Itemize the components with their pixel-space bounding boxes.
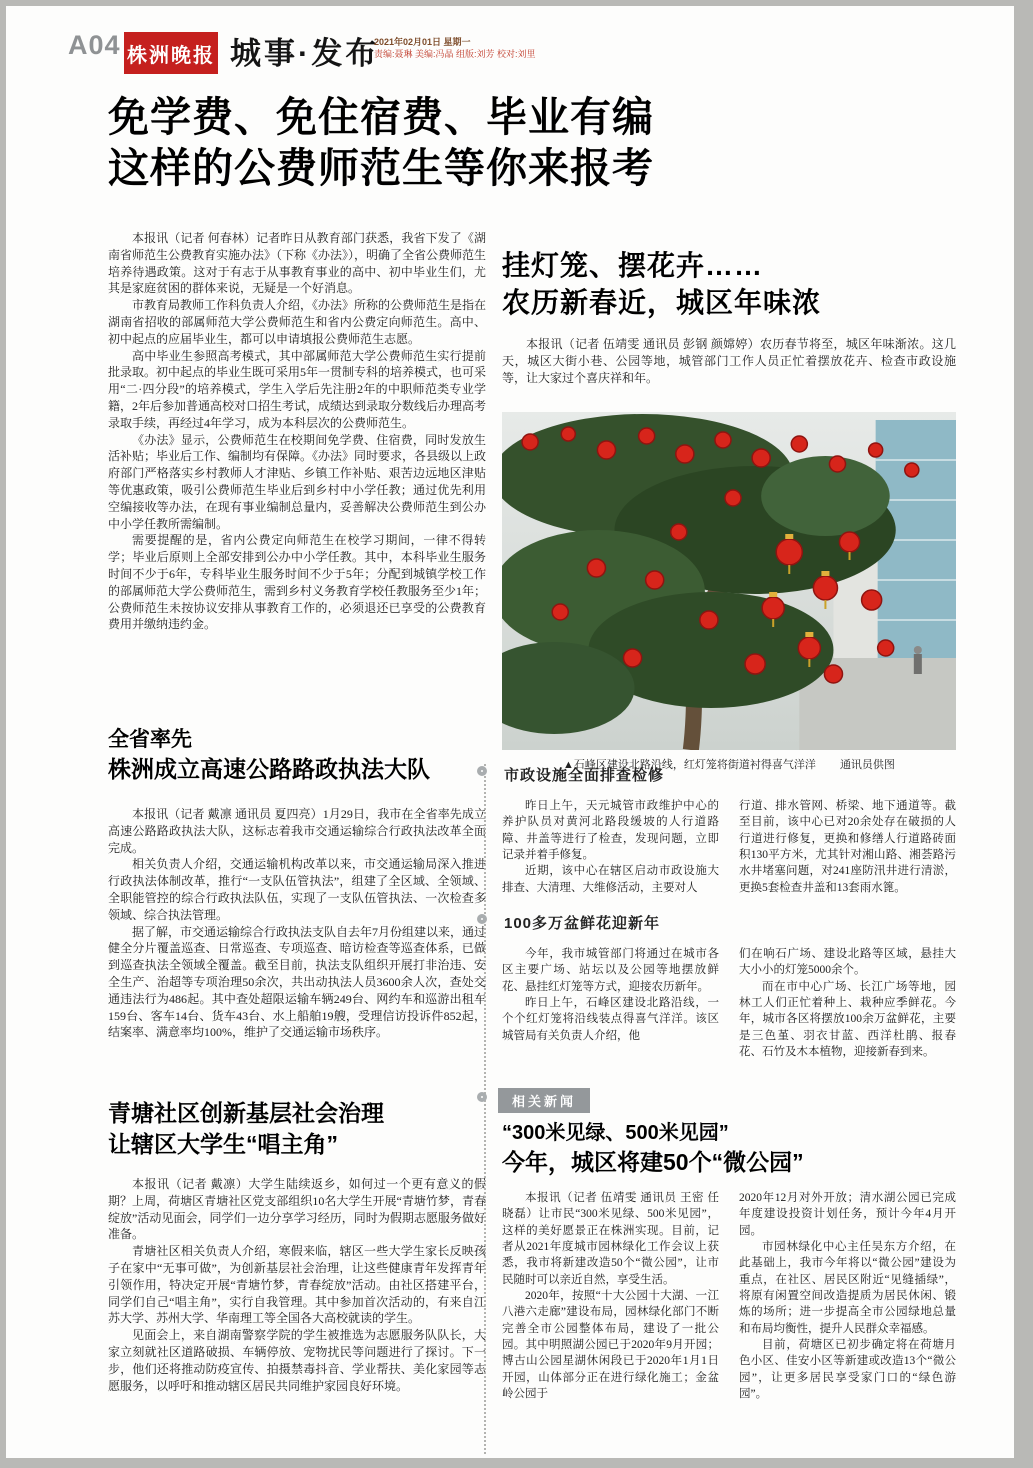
lantern-street-photo (502, 412, 956, 750)
section2-col2 (739, 946, 956, 1086)
article3-paragraph: 见面会上，来自湖南警察学院的学生被推选为志愿服务队队长，大家立刻就社区道路破损、车辆停放、宠物扰民等问题进行了探讨。下一步，他们还将推动防疫宣传、拍摄禁毒抖音、学业帮扶、美化家园等志愿服务，以呼吁和推动辖区居民共同维护家园良好环境。 (108, 1328, 486, 1393)
article3-paragraph: 青塘社区相关负责人介绍，寒假来临，辖区一些大学生家长反映孩子在家中“无事可做”，为创新基层社会治理，让这些健康青年发挥青年引领作用，特决定开展“青塘竹梦，青春绽放”活动。由社区搭建平台，同学们自己“唱主角”，实行自我管理。其中参加首次活动的，有来自江苏大学、苏州大学、华南理工等全国各大高校就读的学生。 (108, 1244, 486, 1326)
lead-headline-line1: 免学费、免住宿费、毕业有编 (108, 94, 654, 140)
article2-paragraph: 本报讯（记者 戴凛 通讯员 夏四亮）1月29日，我市在全省率先成立高速公路路政执法大队，这标志着我市交通运输综合行政执法改革全面完成。 (108, 807, 486, 855)
article2-body (108, 806, 486, 1078)
article2-headline (108, 726, 430, 785)
section1-col1 (502, 798, 719, 910)
caption-credit: 通讯员供图 (839, 759, 895, 771)
related-col1 (502, 1190, 719, 1454)
section2-paragraph: 而在市中心广场、长江广场等地，园林工人们正忙着种上、栽种应季鲜花。今年，城市各区将摆放100余万盆鲜花，主要是三色堇、羽衣甘蓝、西洋杜鹃、报春花、石竹及木本植物，迎接新春到来。 (739, 980, 956, 1058)
right-intro-paragraph: 本报讯（记者 伍靖雯 通讯员 彭钢 颜嫦婷）农历春节将至，城区年味渐浓。这几天，城区大街小巷、公园等地，城管部门工作人员正忙着摆放花卉、检查市政设施等，让大家过个喜庆祥和年。 (502, 337, 956, 385)
related-paragraph: 2020年12月对外开放；清水湖公园已完成年度建设投资计划任务，预计今年4月开园。 (739, 1192, 956, 1237)
section-bullet (477, 914, 487, 924)
related-paragraph: 本报讯（记者 伍靖雯 通讯员 王密 任晓磊）让市民“300米见绿、500米见园”，这样的美好愿景正在株洲实现。目前，记者从2021年度城市园林绿化工作会议上获悉，我市将新建改造50个“微公园”，让市民随时可以亲近自然，享受生活。 (502, 1192, 719, 1286)
lead-paragraph: 需要提醒的是，省内公费定向师范生在校学习期间，一律不得转学；毕业后原则上全部安排到公办中小学任教。其中，本科毕业生服务时间不少于6年，专科毕业生服务时间不少于5年；分配到城镇学校工作的部属师范大学公费师范生，需到乡村义务教育学校任教服务至少1年；公费师范生未按协议安排从事教育工作的，必须退还已享受的公费教育费用并缴纳违约金。 (108, 533, 486, 632)
section1-paragraph: 近期，该中心在辖区启动市政设施大排查、大清理、大维修活动，主要对人 (502, 865, 719, 894)
article2-headline-line2: 株洲成立高速公路路政执法大队 (108, 756, 430, 783)
related-col2 (739, 1190, 956, 1454)
section2-paragraph: 们在响石广场、建设北路等区域，悬挂大大小小的灯笼5000余个。 (739, 948, 956, 977)
lead-headline-line2: 这样的公费师范生等你来报考 (108, 144, 654, 191)
right-article-headline (502, 248, 821, 322)
right-headline-line2: 农历新春近，城区年味浓 (502, 286, 822, 318)
article2-paragraph: 据了解，市交通运输综合行政执法支队自去年7月份组建以来，通过健全分片覆盖巡查、日常巡查、专项巡查、暗访检查等巡查体系，已做到巡查执法全领域全覆盖。截至目前，执法支队组织开展打非治违、安全生产、治超等专项治理50余次，共出动执法人员3600余人次，查处交通违法行为486起。其中查处超限运输车辆249台、网约车和巡游出租车159台、客车14台、货车43台、水上船舶19艘，受理信访投诉件852起，结案率、满意率均100%，维护了交通运输市场秩序。 (108, 924, 486, 1040)
section-title: 城事·发布 (230, 36, 380, 71)
section1-col2 (739, 798, 956, 910)
staff-credit-line: 责编:聂琳 美编:冯晶 组版:刘芳 校对:刘里 (374, 49, 536, 59)
article3-headline-line2: 让辖区大学生“唱主角” (108, 1131, 338, 1158)
related-columns (502, 1190, 956, 1454)
article3-headline (108, 1098, 384, 1160)
related-headline (502, 1120, 804, 1178)
related-paragraph: 2020年，按照“十大公园十大湖、一江八港六走廊”建设布局，园林绿化部门不断完善全市公园整体布局，建设了一批公园。其中明照湖公园已于2020年9月开园；博古山公园星湖休闲段已于2020年1月1日开园，山体部分正在进行绿化施工；金盆岭公园于 (502, 1289, 719, 1400)
lead-paragraph: 市教育局教师工作科负责人介绍，《办法》所称的公费师范生是指在湖南省招收的部属师范大学公费师范生和省内公费定向师范生。高中、初中起点的应届毕业生，都可以申请填报公费师范生志愿。 (108, 298, 486, 346)
lead-paragraph: 《办法》显示，公费师范生在校期间免学费、住宿费，同时发放生活补贴；毕业后工作、编制均有保障。《办法》同时要求，各县级以上政府部门严格落实乡村教师人才津贴、乡镇工作补贴、艰苦边远地区津贴等优惠政策，吸引公费师范生毕业后到乡村中小学任教；通过优先利用空编接收等办法，在现有事业编制总量内，妥善解决公费师范生到公办中小学任教所需编制。 (108, 432, 486, 531)
pedestrian-body (914, 654, 922, 674)
section2-paragraph: 今年，我市城管部门将通过在城市各区主要广场、站坛以及公园等地摆放鲜花、悬挂红灯笼等方式，迎接农历新年。 (502, 948, 719, 993)
article3-body (108, 1176, 486, 1454)
article2-headline-line1: 全省率先 (108, 728, 192, 751)
right-headline-line1: 挂灯笼、摆花卉…… (502, 250, 764, 281)
lead-headline (108, 92, 654, 194)
section2-title: 100多万盆鲜花迎新年 (504, 915, 661, 932)
lead-paragraph: 本报讯（记者 何春林）记者昨日从教育部门获悉，我省下发了《湖南省师范生公费教育实施办法》（下称《办法》），明确了全省公费师范生培养待遇政策。这对于有志于从事教育事业的高中、初中毕业生们，尤其是家庭贫困的群体来说，无疑是一个好消息。 (108, 231, 486, 296)
section2-columns (502, 946, 956, 1086)
article3-paragraph: 本报讯（记者 戴凛）大学生陆续返乡，如何过一个更有意义的假期？上周，荷塘区青塘社区党支部组织10名大学生开展“青塘竹梦，青春绽放”活动见面会，同学们一边分享学习经历，同时为假期志愿服务做好准备。 (108, 1177, 486, 1242)
related-headline-line1: “300米见绿、500米见园” (502, 1122, 729, 1144)
article3-headline-line1: 青塘社区创新基层社会治理 (108, 1100, 384, 1126)
date-line: 2021年02月01日 星期一 (374, 37, 471, 47)
pedestrian (914, 646, 922, 654)
newspaper-page (6, 6, 1014, 1458)
page-number: A04 (68, 30, 121, 60)
newspaper-logo (124, 32, 218, 74)
related-paragraph: 市园林绿化中心主任吴东方介绍，在此基础上，我市今年将以“微公园”建设为重点，在社区、居民区附近“见缝插绿”，将原有闲置空间改造提质为居民休闲、锻炼的场所；进一步提高全市公园绿地总量和布局均衡性，提升人民群众幸福感。 (739, 1240, 956, 1335)
section-bullet (477, 766, 487, 776)
date-block (374, 36, 536, 60)
related-headline-line2: 今年，城区将建50个“微公园” (502, 1149, 804, 1175)
caption-text: ▲石峰区建设北路沿线，红灯笼将街道衬得喜气洋洋 (563, 759, 816, 771)
column-divider (484, 764, 486, 1454)
lead-paragraph: 高中毕业生参照高考模式，其中部属师范大学公费师范生实行提前批录取。初中起点的毕业生既可采用5年一贯制专科的培养模式，也可采用“二·四分段”的培养模式，学生入学后先注册2年的中职师范类专业学籍，2年后参加普通高校对口招生考试，成绩达到录取分数线后办理高考录取手续，再经过4年学习，成为本科层次的公费师范生。 (108, 348, 486, 430)
section1-title: 市政设施全面排查检修 (504, 767, 665, 784)
lead-article-body (108, 230, 486, 722)
section1-paragraph: 行道、排水管网、桥梁、地下通道等。截至目前，该中心已对20余处存在破损的人行道进行修复，更换和修缮人行道路砖面积130平方米，尤其针对湘山路、湘荟路污水井堵塞问题，对241座防汛井进行清淤，更换5套检查井盖和13套雨水篦。 (739, 800, 956, 894)
section2-paragraph: 昨日上午，石峰区建设北路沿线，一个个红灯笼将沿线装点得喜气洋洋。该区城管局有关负责人介绍，他 (502, 996, 719, 1042)
related-paragraph: 目前，荷塘区已初步确定将在荷塘月色小区、佳安小区等新建或改造13个“微公园”，让更多居民享受家门口的“绿色游园”。 (739, 1338, 956, 1400)
related-news-label: 相关新闻 (498, 1088, 590, 1113)
section1-columns (502, 798, 956, 910)
article2-paragraph: 相关负责人介绍，交通运输机构改革以来，市交通运输局深入推进行政执法体制改革，推行“一支队伍管执法”，组建了全区域、全领域、全职能管控的综合行政执法队伍，实现了一支队伍管执法、一次检查多领域、综合执法管理。 (108, 857, 486, 922)
section-bullet (477, 1092, 487, 1102)
right-article-intro (502, 336, 956, 410)
photo-illustration (502, 412, 956, 750)
section1-paragraph: 昨日上午，天元城管市政维护中心的养护队员对黄河北路段缓坡的人行道路障、井盖等进行了检查，发现问题，立即记录并着手修复。 (502, 800, 719, 861)
section2-col1 (502, 946, 719, 1086)
logo-text: 株洲晚报 (127, 44, 215, 67)
